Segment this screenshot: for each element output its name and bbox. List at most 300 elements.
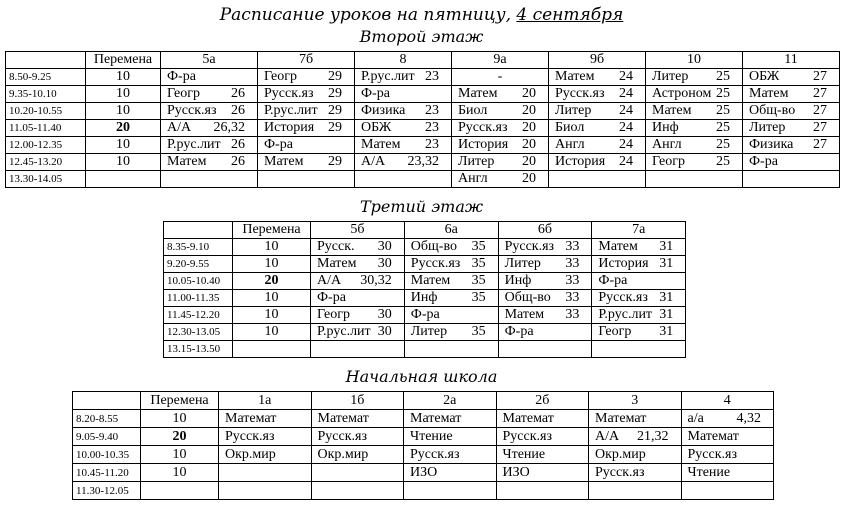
subject-name: Ф-ра: [749, 154, 778, 169]
lesson-cell-content: [355, 137, 451, 153]
lesson-cell-content: [682, 411, 774, 427]
room-number: 23: [425, 137, 439, 152]
lesson-cell: [161, 120, 258, 137]
room-number: 26: [231, 103, 245, 118]
subject-name: Астроном: [652, 86, 712, 101]
lesson-cell-content: [646, 154, 742, 170]
break-duration: 20: [141, 428, 219, 446]
time-column-header: [6, 52, 86, 69]
class-column-header: 3: [589, 392, 682, 410]
time-slot: 10.05-10.40: [164, 273, 233, 290]
room-number: 35: [471, 256, 486, 271]
break-duration: 10: [233, 324, 311, 341]
class-column-header: 11: [743, 52, 840, 69]
subject-name: Русск.яз: [410, 256, 461, 271]
time-slot: 9.20-9.55: [164, 256, 233, 273]
lesson-cell: [404, 482, 497, 500]
break-duration: 10: [233, 290, 311, 307]
class-column-header: 6б: [498, 222, 592, 239]
room-number: 20: [522, 86, 536, 101]
lesson-cell: [592, 273, 686, 290]
room-number: 31: [659, 290, 674, 305]
lesson-cell: [258, 69, 355, 86]
room-number: 24: [619, 154, 633, 169]
lesson-cell-content: [646, 69, 742, 85]
lesson-cell-content: [646, 137, 742, 153]
subject-name: Матем: [264, 154, 304, 169]
schedule-table-second-floor: [5, 51, 840, 188]
subject-name: -: [497, 69, 503, 84]
lesson-cell: [681, 482, 774, 500]
lesson-cell-content: [258, 120, 354, 136]
time-slot: 9.05-9.40: [73, 428, 141, 446]
lesson-cell-content: [355, 86, 451, 102]
subject-name: ИЗО: [410, 464, 438, 480]
schedule-row: [164, 341, 686, 358]
room-number: 31: [659, 256, 674, 271]
subject-name: Литер: [458, 154, 495, 169]
lesson-cell: [404, 428, 497, 446]
lesson-cell: [549, 86, 646, 103]
room-number: 27: [813, 137, 827, 152]
subject-name: Математ: [317, 410, 369, 426]
lesson-cell-content: [312, 429, 404, 445]
subject-name: Общ-во: [749, 103, 796, 118]
subject-name: Русск.яз: [410, 446, 460, 462]
lesson-cell: [496, 464, 589, 482]
lesson-cell-content: [452, 103, 548, 119]
lesson-cell: [219, 482, 312, 500]
lesson-cell-content: [219, 411, 311, 427]
lesson-cell-content: [743, 120, 839, 136]
time-slot: 11.05-11.40: [6, 120, 86, 137]
lesson-cell: [404, 341, 498, 358]
time-slot: 12.00-12.35: [6, 137, 86, 154]
subject-name: Инф: [410, 290, 438, 305]
lesson-cell: [592, 307, 686, 324]
lesson-cell-content: [499, 273, 592, 289]
subject-name: Ф-ра: [361, 86, 390, 101]
room-number: 20: [522, 154, 536, 169]
lesson-cell: [496, 482, 589, 500]
subject-name: Математ: [502, 410, 554, 426]
time-slot: 8.50-9.25: [6, 69, 86, 86]
lesson-cell-content: [499, 324, 592, 340]
lesson-cell-content: [499, 256, 592, 272]
break-duration: [233, 341, 311, 358]
lesson-cell-content: [743, 86, 839, 102]
lesson-cell: [549, 69, 646, 86]
time-slot: 12.45-13.20: [6, 154, 86, 171]
page-title-date: 4 сентября: [516, 5, 624, 25]
class-column-header: 1б: [311, 392, 404, 410]
room-number: 24: [619, 86, 633, 101]
section-title-primary-school: Начальная школа: [345, 367, 498, 386]
room-number: 25: [716, 154, 730, 169]
subject-name: Русск.яз: [317, 428, 367, 444]
room-number: 29: [328, 103, 342, 118]
break-column-header: Перемена: [86, 52, 161, 69]
subject-name: Чтение: [502, 446, 546, 462]
subject-name: Ф-ра: [598, 273, 628, 288]
room-number: 4,32: [736, 410, 761, 426]
room-number: 29: [328, 69, 342, 84]
lesson-cell: [404, 239, 498, 256]
lesson-cell: [549, 154, 646, 171]
break-duration: 10: [86, 86, 161, 103]
subject-name: Окр.мир: [225, 446, 276, 462]
room-number: 24: [619, 120, 633, 135]
lesson-cell-content: [743, 69, 839, 85]
schedule-row: [73, 410, 774, 428]
time-slot: 10.45-11.20: [73, 464, 141, 482]
lesson-cell: [592, 239, 686, 256]
lesson-cell-content: [404, 465, 496, 481]
subject-name: Русск.яз: [458, 120, 508, 135]
subject-name: Общ-во: [410, 239, 457, 254]
subject-name: Русск.яз: [225, 428, 275, 444]
room-number: 23: [425, 103, 439, 118]
lesson-cell: [589, 464, 682, 482]
lesson-cell: [498, 239, 592, 256]
lesson-cell-content: [258, 86, 354, 102]
time-slot: 9.35-10.10: [6, 86, 86, 103]
subject-name: Р.рус.лит: [361, 69, 415, 84]
lesson-cell-content: [497, 465, 589, 481]
room-number: 27: [813, 103, 827, 118]
class-column-header: 10: [646, 52, 743, 69]
room-number: 25: [716, 86, 730, 101]
subject-name: Физика: [749, 137, 794, 152]
subject-name: Общ-во: [504, 290, 551, 305]
room-number: 35: [471, 324, 486, 339]
room-number: 29: [328, 120, 342, 135]
lesson-cell: [498, 256, 592, 273]
lesson-cell: [311, 446, 404, 464]
room-number: 31: [659, 239, 674, 254]
room-number: 29: [328, 86, 342, 101]
lesson-cell-content: [405, 324, 498, 340]
room-number: 25: [716, 69, 730, 84]
schedule-row: [164, 290, 686, 307]
subject-name: История: [458, 137, 509, 152]
subject-name: А/А: [595, 428, 620, 444]
lesson-cell-content: [312, 447, 404, 463]
lesson-cell: [498, 324, 592, 341]
header-row: [6, 52, 840, 69]
room-number: 20: [522, 103, 536, 118]
lesson-cell: [589, 446, 682, 464]
lesson-cell: [589, 410, 682, 428]
lesson-cell: [496, 446, 589, 464]
class-column-header: 1а: [219, 392, 312, 410]
schedule-row: [6, 137, 840, 154]
break-duration: 10: [141, 410, 219, 428]
lesson-cell-content: [452, 154, 548, 170]
lesson-cell-content: [682, 447, 774, 463]
subject-name: Русск.яз: [502, 428, 552, 444]
lesson-cell-content: [592, 273, 685, 289]
lesson-cell-content: [258, 154, 354, 170]
subject-name: История: [555, 154, 606, 169]
lesson-cell: [498, 290, 592, 307]
lesson-cell-content: [549, 154, 645, 170]
subject-name: Ф-ра: [167, 69, 196, 84]
lesson-cell-content: [592, 256, 685, 272]
lesson-cell: [258, 103, 355, 120]
subject-name: ОБЖ: [361, 120, 392, 135]
lesson-cell-content: [405, 290, 498, 306]
subject-name: Ф-ра: [410, 307, 440, 322]
subject-name: Окр.мир: [317, 446, 369, 462]
lesson-cell-content: [589, 465, 681, 481]
schedule-row: [6, 154, 840, 171]
break-duration: 20: [86, 120, 161, 137]
lesson-cell: [549, 137, 646, 154]
lesson-cell-content: [452, 137, 548, 153]
schedule-row: [73, 446, 774, 464]
lesson-cell-content: [499, 307, 592, 323]
subject-name: Геогр: [167, 86, 200, 101]
room-number: 23,32: [407, 154, 439, 169]
lesson-cell: [311, 324, 405, 341]
lesson-cell: [498, 341, 592, 358]
class-column-header: 9б: [549, 52, 646, 69]
subject-name: Чтение: [410, 428, 453, 444]
break-duration: [141, 482, 219, 500]
header-row: [73, 392, 774, 410]
lesson-cell: [219, 428, 312, 446]
lesson-cell-content: [452, 171, 548, 187]
class-column-header: 4: [681, 392, 774, 410]
subject-name: Геогр: [598, 324, 632, 339]
lesson-cell: [549, 103, 646, 120]
lesson-cell: [646, 86, 743, 103]
subject-name: Р.рус.лит: [598, 307, 653, 322]
lesson-cell: [743, 120, 840, 137]
section-title-third-floor: Третий этаж: [359, 197, 484, 216]
lesson-cell: [452, 120, 549, 137]
subject-name: Геогр: [264, 69, 297, 84]
lesson-cell: [589, 428, 682, 446]
lesson-cell: [646, 137, 743, 154]
room-number: 25: [716, 120, 730, 135]
subject-name: Геогр: [652, 154, 685, 169]
lesson-cell: [452, 154, 549, 171]
subject-name: Русск.яз: [598, 290, 648, 305]
lesson-cell: [219, 446, 312, 464]
lesson-cell: [452, 69, 549, 86]
lesson-cell-content: [404, 429, 496, 445]
break-duration: 10: [141, 464, 219, 482]
lesson-cell-content: [405, 256, 498, 272]
subject-name: Инф: [504, 273, 532, 288]
lesson-cell-content: [355, 103, 451, 119]
subject-name: Матем: [652, 103, 692, 118]
schedule-table-third-floor: [163, 221, 686, 358]
lesson-cell-content: [592, 324, 685, 340]
time-slot: 13.15-13.50: [164, 341, 233, 358]
lesson-cell-content: [497, 447, 589, 463]
lesson-cell-content: [405, 273, 498, 289]
time-slot: 13.30-14.05: [6, 171, 86, 188]
schedule-table-primary-school: [72, 391, 774, 500]
subject-name: Англ: [555, 137, 585, 152]
time-slot: 11.30-12.05: [73, 482, 141, 500]
lesson-cell: [404, 290, 498, 307]
break-duration: 10: [233, 256, 311, 273]
subject-name: ИЗО: [502, 464, 530, 480]
lesson-cell: [258, 120, 355, 137]
subject-name: Русск.: [317, 239, 355, 254]
class-column-header: 2б: [496, 392, 589, 410]
lesson-cell: [258, 86, 355, 103]
room-number: 30: [377, 307, 392, 322]
lesson-cell: [743, 137, 840, 154]
schedule-row: [73, 482, 774, 500]
lesson-cell-content: [682, 429, 774, 445]
subject-name: Биол: [555, 120, 585, 135]
break-column-header: Перемена: [233, 222, 311, 239]
subject-name: Матем: [749, 86, 789, 101]
break-duration: 10: [86, 154, 161, 171]
lesson-cell: [258, 171, 355, 188]
section-title-second-floor: Второй этаж: [359, 27, 484, 46]
lesson-cell: [355, 86, 452, 103]
room-number: 35: [471, 273, 486, 288]
room-number: 24: [619, 103, 633, 118]
schedule-row: [6, 86, 840, 103]
class-column-header: 7а: [592, 222, 686, 239]
time-column-header: [164, 222, 233, 239]
lesson-cell: [549, 171, 646, 188]
subject-name: А/А: [361, 154, 386, 169]
subject-name: Ф-ра: [317, 290, 346, 305]
lesson-cell: [592, 324, 686, 341]
break-duration: 10: [86, 137, 161, 154]
lesson-cell-content: [743, 103, 839, 119]
room-number: 30: [377, 256, 392, 271]
subject-name: Литер: [504, 256, 541, 271]
lesson-cell-content: [258, 69, 354, 85]
lesson-cell-content: [549, 103, 645, 119]
lesson-cell-content: [452, 69, 548, 85]
subject-name: Р.рус.лит: [317, 324, 371, 339]
room-number: 23: [425, 120, 439, 135]
lesson-cell: [258, 137, 355, 154]
lesson-cell: [592, 341, 686, 358]
subject-name: Литер: [749, 120, 786, 135]
lesson-cell: [646, 154, 743, 171]
lesson-cell: [404, 256, 498, 273]
subject-name: Литер: [410, 324, 448, 339]
schedule-row: [73, 428, 774, 446]
class-column-header: 8: [355, 52, 452, 69]
lesson-cell: [404, 273, 498, 290]
lesson-cell: [404, 307, 498, 324]
lesson-cell: [404, 446, 497, 464]
room-number: 33: [565, 256, 580, 271]
lesson-cell-content: [219, 429, 311, 445]
lesson-cell: [161, 137, 258, 154]
room-number: 25: [716, 103, 730, 118]
lesson-cell-content: [355, 69, 451, 85]
schedule-row: [164, 273, 686, 290]
subject-name: Математ: [410, 410, 462, 426]
schedule-row: [164, 239, 686, 256]
lesson-cell-content: [161, 103, 257, 119]
subject-name: Англ: [652, 137, 682, 152]
lesson-cell-content: [497, 429, 589, 445]
lesson-cell: [498, 307, 592, 324]
lesson-cell-content: [589, 447, 681, 463]
subject-name: А/А: [317, 273, 342, 288]
time-slot: 8.35-9.10: [164, 239, 233, 256]
lesson-cell-content: [743, 137, 839, 153]
lesson-cell: [646, 103, 743, 120]
subject-name: Р.рус.лит: [264, 103, 318, 118]
lesson-cell: [452, 137, 549, 154]
lesson-cell-content: [592, 290, 685, 306]
subject-name: Матем: [361, 137, 401, 152]
time-slot: 10.00-10.35: [73, 446, 141, 464]
lesson-cell-content: [404, 447, 496, 463]
lesson-cell: [311, 273, 405, 290]
lesson-cell: [355, 120, 452, 137]
lesson-cell-content: [161, 120, 257, 136]
subject-name: Математ: [595, 410, 647, 426]
room-number: 35: [471, 290, 486, 305]
lesson-cell: [311, 239, 405, 256]
room-number: 30,32: [360, 273, 392, 288]
room-number: 20: [522, 137, 536, 152]
lesson-cell: [311, 428, 404, 446]
break-duration: 10: [86, 103, 161, 120]
break-duration: 10: [141, 446, 219, 464]
lesson-cell-content: [219, 447, 311, 463]
room-number: 27: [813, 86, 827, 101]
lesson-cell-content: [311, 273, 404, 289]
lesson-cell: [681, 446, 774, 464]
room-number: 31: [659, 324, 674, 339]
schedule-row: [6, 69, 840, 86]
room-number: 25: [716, 137, 730, 152]
lesson-cell: [498, 273, 592, 290]
lesson-cell: [681, 410, 774, 428]
lesson-cell: [219, 410, 312, 428]
lesson-cell: [452, 171, 549, 188]
schedule-row: [6, 103, 840, 120]
subject-name: Геогр: [317, 307, 350, 322]
class-column-header: 6а: [404, 222, 498, 239]
lesson-cell-content: [258, 103, 354, 119]
room-number: 30: [377, 239, 392, 254]
room-number: 27: [813, 69, 827, 84]
lesson-cell: [258, 154, 355, 171]
subject-name: Матем: [167, 154, 207, 169]
room-number: 26: [231, 154, 245, 169]
lesson-cell: [355, 137, 452, 154]
lesson-cell-content: [589, 411, 681, 427]
break-duration: 10: [233, 307, 311, 324]
time-slot: 11.45-12.20: [164, 307, 233, 324]
schedule-row: [164, 324, 686, 341]
schedule-row: [164, 307, 686, 324]
lesson-cell-content: [355, 154, 451, 170]
room-number: 24: [619, 137, 633, 152]
lesson-cell: [743, 103, 840, 120]
lesson-cell-content: [161, 86, 257, 102]
